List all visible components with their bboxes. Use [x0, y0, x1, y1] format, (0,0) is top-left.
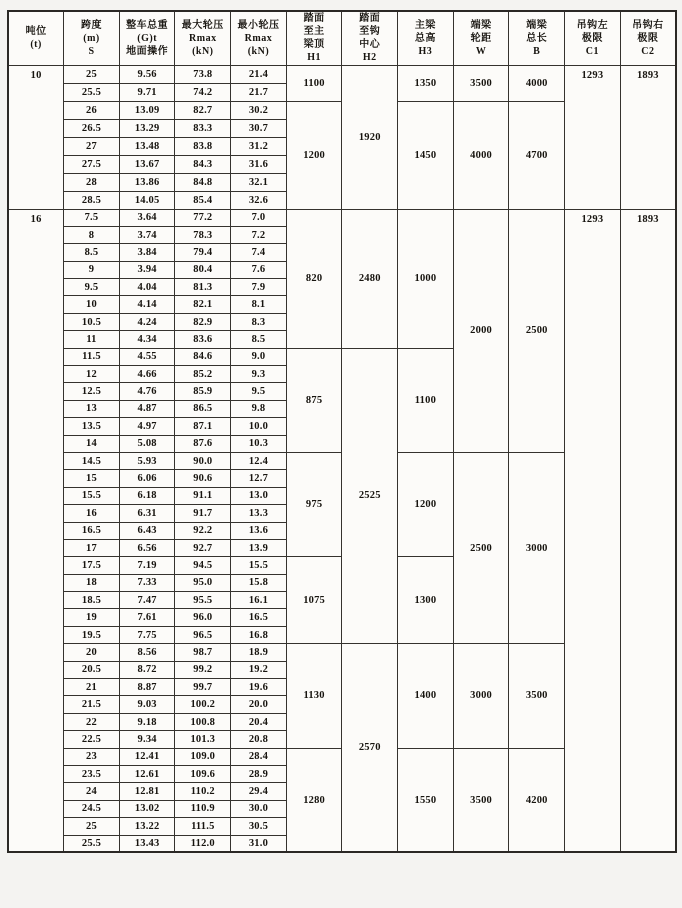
cell-rmax: 96.5	[175, 626, 231, 643]
cell-span: 12	[64, 366, 120, 383]
cell-weight: 4.97	[119, 418, 175, 435]
cell-h2: 1920	[342, 65, 398, 209]
cell-rmin: 9.0	[231, 348, 287, 365]
cell-rmin: 21.4	[231, 65, 287, 83]
cell-span: 27	[64, 137, 120, 155]
cell-weight: 3.94	[119, 261, 175, 278]
cell-h1: 975	[286, 452, 342, 556]
cell-weight: 9.71	[119, 83, 175, 101]
cell-weight: 4.14	[119, 296, 175, 313]
col-header-c2: 吊钩右 极限 C2	[620, 11, 676, 65]
cell-weight: 9.18	[119, 713, 175, 730]
cell-rmax: 83.3	[175, 119, 231, 137]
cell-span: 23	[64, 748, 120, 765]
cell-span: 25.5	[64, 83, 120, 101]
cell-weight: 4.34	[119, 331, 175, 348]
cell-c1: 1293	[565, 65, 621, 209]
cell-span: 23.5	[64, 766, 120, 783]
cell-weight: 3.84	[119, 244, 175, 261]
cell-rmax: 94.5	[175, 557, 231, 574]
cell-rmax: 111.5	[175, 818, 231, 835]
cell-span: 14	[64, 435, 120, 452]
cell-weight: 9.56	[119, 65, 175, 83]
cell-rmin: 8.1	[231, 296, 287, 313]
cell-rmin: 15.5	[231, 557, 287, 574]
cell-w: 3500	[453, 748, 509, 852]
cell-span: 11	[64, 331, 120, 348]
cell-weight: 6.31	[119, 505, 175, 522]
cell-rmax: 83.8	[175, 137, 231, 155]
cell-weight: 13.09	[119, 101, 175, 119]
cell-h1: 820	[286, 209, 342, 348]
cell-span: 13.5	[64, 418, 120, 435]
cell-h3: 1450	[398, 101, 454, 209]
cell-c1: 1293	[565, 209, 621, 852]
cell-rmax: 86.5	[175, 400, 231, 417]
cell-rmin: 9.3	[231, 366, 287, 383]
cell-rmin: 16.1	[231, 592, 287, 609]
cell-w: 3500	[453, 65, 509, 101]
cell-weight: 6.56	[119, 539, 175, 556]
cell-rmax: 84.6	[175, 348, 231, 365]
cell-rmin: 20.8	[231, 731, 287, 748]
cell-rmin: 12.7	[231, 470, 287, 487]
cell-b: 3500	[509, 644, 565, 748]
cell-weight: 3.74	[119, 226, 175, 243]
cell-span: 8	[64, 226, 120, 243]
cell-span: 27.5	[64, 155, 120, 173]
cell-rmax: 84.8	[175, 173, 231, 191]
cell-rmax: 99.2	[175, 661, 231, 678]
cell-w: 2000	[453, 209, 509, 452]
cell-rmax: 79.4	[175, 244, 231, 261]
cell-rmax: 82.7	[175, 101, 231, 119]
cell-h2: 2570	[342, 644, 398, 853]
cell-rmin: 28.4	[231, 748, 287, 765]
cell-rmax: 90.0	[175, 452, 231, 469]
cell-rmin: 29.4	[231, 783, 287, 800]
cell-rmax: 77.2	[175, 209, 231, 226]
cell-rmin: 18.9	[231, 644, 287, 661]
cell-rmin: 32.1	[231, 173, 287, 191]
cell-weight: 6.43	[119, 522, 175, 539]
cell-weight: 5.93	[119, 452, 175, 469]
cell-rmin: 7.0	[231, 209, 287, 226]
cell-rmin: 21.7	[231, 83, 287, 101]
cell-rmax: 81.3	[175, 279, 231, 296]
cell-rmin: 32.6	[231, 191, 287, 209]
cell-rmin: 9.5	[231, 383, 287, 400]
cell-rmax: 84.3	[175, 155, 231, 173]
cell-span: 24.5	[64, 800, 120, 817]
cell-span: 21	[64, 679, 120, 696]
cell-rmax: 100.8	[175, 713, 231, 730]
cell-rmin: 10.3	[231, 435, 287, 452]
cell-weight: 4.04	[119, 279, 175, 296]
cell-span: 12.5	[64, 383, 120, 400]
cell-rmax: 95.0	[175, 574, 231, 591]
cell-weight: 4.76	[119, 383, 175, 400]
col-header-c1: 吊钩左 极限 C1	[565, 11, 621, 65]
cell-rmin: 30.7	[231, 119, 287, 137]
spec-table	[7, 10, 677, 853]
cell-rmax: 92.7	[175, 539, 231, 556]
col-header-rmin: 最小轮压 Rmax (kN)	[231, 11, 287, 65]
cell-weight: 13.02	[119, 800, 175, 817]
cell-weight: 7.75	[119, 626, 175, 643]
cell-weight: 4.55	[119, 348, 175, 365]
cell-rmin: 19.2	[231, 661, 287, 678]
cell-weight: 9.34	[119, 731, 175, 748]
cell-span: 9.5	[64, 279, 120, 296]
cell-rmin: 30.5	[231, 818, 287, 835]
cell-span: 28	[64, 173, 120, 191]
cell-rmin: 13.3	[231, 505, 287, 522]
cell-weight: 12.41	[119, 748, 175, 765]
cell-span: 25.5	[64, 835, 120, 852]
cell-c2: 1893	[620, 65, 676, 209]
cell-weight: 4.24	[119, 313, 175, 330]
cell-rmin: 28.9	[231, 766, 287, 783]
cell-rmax: 98.7	[175, 644, 231, 661]
cell-span: 15	[64, 470, 120, 487]
cell-h1: 1100	[286, 65, 342, 101]
cell-b: 4700	[509, 101, 565, 209]
col-header-h1: 踏面 至主 梁顶 H1	[286, 11, 342, 65]
cell-rmax: 112.0	[175, 835, 231, 852]
cell-span: 7.5	[64, 209, 120, 226]
cell-span: 26	[64, 101, 120, 119]
spec-table-body	[8, 65, 676, 852]
cell-weight: 7.61	[119, 609, 175, 626]
cell-weight: 13.43	[119, 835, 175, 852]
cell-weight: 6.06	[119, 470, 175, 487]
cell-h3: 1000	[398, 209, 454, 348]
cell-rmin: 7.9	[231, 279, 287, 296]
cell-b: 4000	[509, 65, 565, 101]
cell-weight: 7.33	[119, 574, 175, 591]
cell-h1: 1280	[286, 748, 342, 852]
cell-span: 20.5	[64, 661, 120, 678]
cell-h3: 1350	[398, 65, 454, 101]
cell-rmin: 30.0	[231, 800, 287, 817]
cell-rmax: 110.2	[175, 783, 231, 800]
cell-tonnage: 10	[8, 65, 64, 209]
cell-b: 4200	[509, 748, 565, 852]
cell-span: 26.5	[64, 119, 120, 137]
cell-rmax: 74.2	[175, 83, 231, 101]
cell-span: 11.5	[64, 348, 120, 365]
header-row	[8, 11, 676, 65]
cell-weight: 14.05	[119, 191, 175, 209]
cell-weight: 4.87	[119, 400, 175, 417]
col-header-tonnage: 吨位 (t)	[8, 11, 64, 65]
cell-w: 4000	[453, 101, 509, 209]
col-header-span: 跨度 (m) S	[64, 11, 120, 65]
cell-rmax: 85.2	[175, 366, 231, 383]
cell-rmax: 99.7	[175, 679, 231, 696]
cell-weight: 12.81	[119, 783, 175, 800]
cell-span: 9	[64, 261, 120, 278]
cell-h3: 1550	[398, 748, 454, 852]
cell-rmin: 30.2	[231, 101, 287, 119]
cell-rmax: 90.6	[175, 470, 231, 487]
cell-weight: 4.66	[119, 366, 175, 383]
cell-rmin: 13.9	[231, 539, 287, 556]
cell-span: 17.5	[64, 557, 120, 574]
cell-b: 2500	[509, 209, 565, 452]
cell-span: 14.5	[64, 452, 120, 469]
cell-h1: 1200	[286, 101, 342, 209]
cell-rmin: 13.0	[231, 487, 287, 504]
cell-rmin: 10.0	[231, 418, 287, 435]
cell-span: 18	[64, 574, 120, 591]
cell-rmax: 85.9	[175, 383, 231, 400]
cell-weight: 7.19	[119, 557, 175, 574]
cell-rmax: 109.0	[175, 748, 231, 765]
cell-rmax: 96.0	[175, 609, 231, 626]
cell-rmin: 8.3	[231, 313, 287, 330]
cell-rmin: 31.2	[231, 137, 287, 155]
cell-rmax: 91.1	[175, 487, 231, 504]
cell-weight: 13.67	[119, 155, 175, 173]
col-header-weight: 整车总重 (G)t 地面操作	[119, 11, 175, 65]
cell-weight: 6.18	[119, 487, 175, 504]
cell-span: 17	[64, 539, 120, 556]
cell-rmax: 82.1	[175, 296, 231, 313]
cell-weight: 12.61	[119, 766, 175, 783]
cell-rmin: 8.5	[231, 331, 287, 348]
cell-rmax: 83.6	[175, 331, 231, 348]
cell-span: 19	[64, 609, 120, 626]
cell-span: 22.5	[64, 731, 120, 748]
cell-rmax: 101.3	[175, 731, 231, 748]
cell-weight: 13.22	[119, 818, 175, 835]
cell-h3: 1200	[398, 452, 454, 556]
cell-span: 24	[64, 783, 120, 800]
cell-rmin: 7.2	[231, 226, 287, 243]
cell-tonnage: 16	[8, 209, 64, 852]
cell-rmin: 20.0	[231, 696, 287, 713]
cell-h2: 2480	[342, 209, 398, 348]
cell-c2: 1893	[620, 209, 676, 852]
cell-span: 25	[64, 818, 120, 835]
col-header-rmax: 最大轮压 Rmax (kN)	[175, 11, 231, 65]
cell-rmin: 16.8	[231, 626, 287, 643]
cell-h1: 1130	[286, 644, 342, 748]
cell-rmin: 16.5	[231, 609, 287, 626]
cell-rmin: 7.6	[231, 261, 287, 278]
cell-weight: 13.29	[119, 119, 175, 137]
table-row	[8, 209, 676, 226]
cell-rmax: 82.9	[175, 313, 231, 330]
cell-rmin: 12.4	[231, 452, 287, 469]
cell-span: 22	[64, 713, 120, 730]
cell-weight: 13.48	[119, 137, 175, 155]
cell-weight: 8.56	[119, 644, 175, 661]
cell-w: 2500	[453, 452, 509, 643]
cell-rmin: 19.6	[231, 679, 287, 696]
cell-span: 25	[64, 65, 120, 83]
cell-h3: 1300	[398, 557, 454, 644]
cell-weight: 13.86	[119, 173, 175, 191]
cell-rmin: 7.4	[231, 244, 287, 261]
cell-span: 19.5	[64, 626, 120, 643]
cell-rmax: 73.8	[175, 65, 231, 83]
cell-rmin: 15.8	[231, 574, 287, 591]
cell-rmax: 78.3	[175, 226, 231, 243]
cell-rmin: 31.6	[231, 155, 287, 173]
cell-h2: 2525	[342, 348, 398, 644]
cell-rmin: 13.6	[231, 522, 287, 539]
cell-rmax: 87.6	[175, 435, 231, 452]
cell-span: 16.5	[64, 522, 120, 539]
cell-weight: 7.47	[119, 592, 175, 609]
cell-rmax: 80.4	[175, 261, 231, 278]
cell-weight: 8.72	[119, 661, 175, 678]
cell-h1: 875	[286, 348, 342, 452]
cell-weight: 8.87	[119, 679, 175, 696]
cell-h3: 1400	[398, 644, 454, 748]
cell-rmin: 31.0	[231, 835, 287, 852]
cell-weight: 3.64	[119, 209, 175, 226]
cell-rmax: 110.9	[175, 800, 231, 817]
cell-rmax: 92.2	[175, 522, 231, 539]
cell-rmax: 95.5	[175, 592, 231, 609]
table-row	[8, 65, 676, 83]
cell-span: 16	[64, 505, 120, 522]
cell-span: 18.5	[64, 592, 120, 609]
col-header-w: 端梁 轮距 W	[453, 11, 509, 65]
cell-span: 28.5	[64, 191, 120, 209]
cell-weight: 5.08	[119, 435, 175, 452]
cell-h1: 1075	[286, 557, 342, 644]
col-header-b: 端梁 总长 B	[509, 11, 565, 65]
cell-h3: 1100	[398, 348, 454, 452]
cell-rmin: 9.8	[231, 400, 287, 417]
cell-rmax: 85.4	[175, 191, 231, 209]
cell-w: 3000	[453, 644, 509, 748]
cell-span: 15.5	[64, 487, 120, 504]
cell-span: 10.5	[64, 313, 120, 330]
cell-rmax: 109.6	[175, 766, 231, 783]
cell-span: 8.5	[64, 244, 120, 261]
col-header-h2: 踏面 至钩 中心 H2	[342, 11, 398, 65]
col-header-h3: 主梁 总高 H3	[398, 11, 454, 65]
cell-span: 13	[64, 400, 120, 417]
cell-span: 10	[64, 296, 120, 313]
cell-span: 21.5	[64, 696, 120, 713]
cell-weight: 9.03	[119, 696, 175, 713]
cell-rmax: 87.1	[175, 418, 231, 435]
spec-table-header	[8, 11, 676, 65]
cell-rmax: 100.2	[175, 696, 231, 713]
cell-span: 20	[64, 644, 120, 661]
cell-rmax: 91.7	[175, 505, 231, 522]
cell-b: 3000	[509, 452, 565, 643]
cell-rmin: 20.4	[231, 713, 287, 730]
